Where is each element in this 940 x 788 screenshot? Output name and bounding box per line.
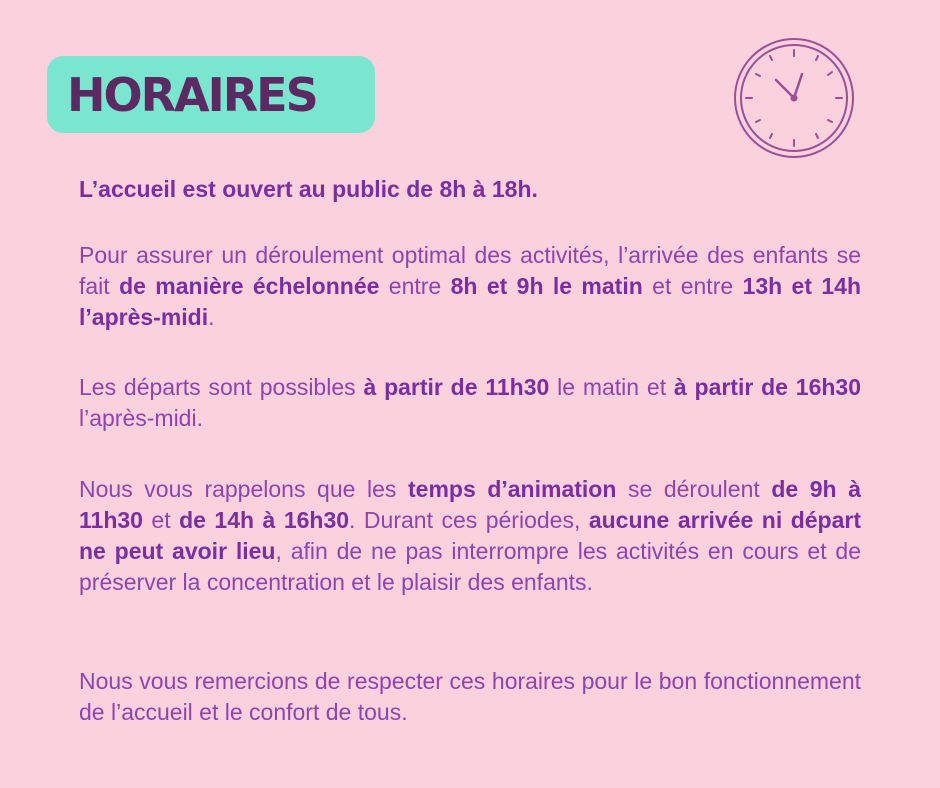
arrival-afternoon: 13h et 14h l’après-midi: [79, 273, 862, 330]
animation-text-3: et: [142, 507, 180, 533]
thanks-text: Nous vous remercions de respecter ces horaires pour le bon fonctionnement de l’accueil et le confort de tous.: [79, 668, 861, 725]
arrival-text-2: entre: [379, 273, 451, 299]
animation-text-1: Nous vous rappelons que les: [79, 476, 408, 502]
animation-time: temps d’animation: [408, 476, 617, 502]
animation-afternoon: de 14h à 16h30: [179, 507, 350, 533]
page-title: HORAIRES: [67, 67, 317, 122]
arrival-text-1: Pour assurer un déroulement optimal des activités, l’arrivée des enfants se fait: [79, 242, 861, 299]
opening-hours-paragraph: [79, 174, 861, 205]
departure-morning: à partir de 11h30: [363, 374, 550, 400]
animation-text-5: , afin de ne pas interrompre les activités en cours et de préserver la concentration et le plaisir des enfants.: [79, 538, 862, 595]
departure-text-1: Les départs sont possibles: [79, 374, 364, 400]
departure-afternoon: à partir de 16h30: [673, 374, 862, 400]
animation-text-4: . Durant ces périodes,: [349, 507, 589, 533]
departure-paragraph: [79, 372, 861, 434]
arrival-paragraph: [79, 240, 861, 333]
title-banner: [47, 56, 375, 133]
animation-paragraph: [79, 474, 861, 598]
opening-hours-text: L’accueil est ouvert au public de 8h à 18h.: [79, 176, 538, 202]
arrival-staggered: de manière échelonnée: [119, 273, 380, 299]
animation-no-movement: aucune arrivée ni départ ne peut avoir lieu: [79, 507, 861, 564]
clock-icon: [732, 36, 856, 160]
departure-text-2: le matin et: [549, 374, 674, 400]
arrival-text-4: .: [208, 304, 215, 330]
animation-morning: de 9h à 11h30: [79, 476, 861, 533]
departure-text-3: l’après-midi.: [79, 405, 203, 431]
arrival-text-3: et entre: [642, 273, 743, 299]
thanks-paragraph: [79, 666, 861, 728]
arrival-morning: 8h et 9h le matin: [450, 273, 643, 299]
animation-text-2: se déroulent: [616, 476, 772, 502]
